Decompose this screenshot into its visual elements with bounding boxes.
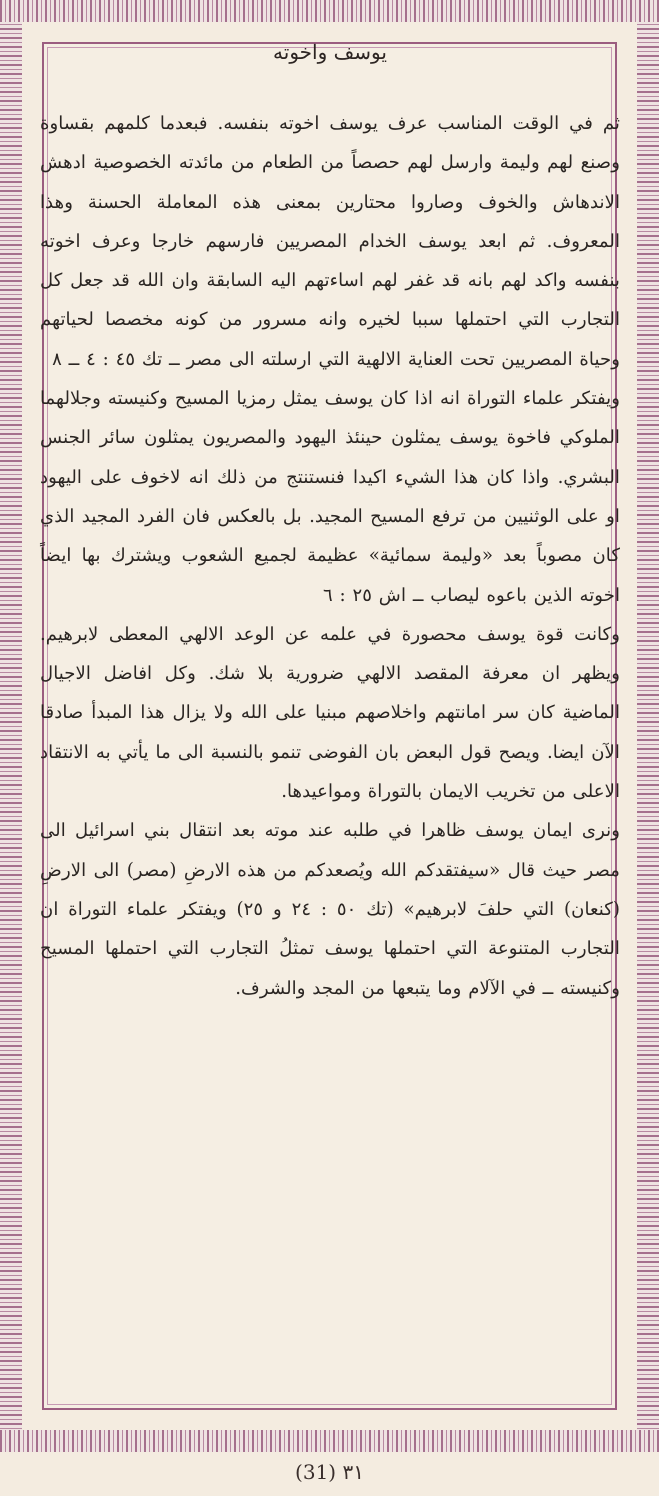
paragraph-2: ويفتكر علماء التوراة انه اذا كان يوسف يمثل رمزيا المسيح وكنيسته وجلالهما الملوكي فاخوة يوسف يمثلون حينئذ اليهود والمصريون يمثلون سائر الجنس البشري. واذا كان هذا الشيء اكيدا فنستنتج من ذلك انه لاخوف على اليهود او على الوثنيين من ترفع المسيح المجيد. بل بالعكس فان الفرد المجيد الذي كان مصوباً بعد «وليمة سمائية» عظيمة لجميع الشعوب ويشترك بها ايضاً اخوته الذين باعوه ليصاب ــ اش ٢٥ : ٦	[40, 388, 620, 606]
paragraph-4: ونرى ايمان يوسف ظاهرا في طلبه عند موته بعد انتقال بني اسرائيل الى مصر حيث قال «سيفتقدكم الله ويُصعدكم من هذه الارضِ (مصر) الى الارضِ (كنعان) التي حلفَ لابرهيم» (تك ٥٠ : ٢٤ و ٢٥) ويفتكر علماء التوراة ان التجارب المتنوعة التي احتملها يوسف تمثلُ التجارب التي احتملها المسيح وكنيسته ــ في الآلام وما يتبعها من المجد والشرف.	[40, 820, 620, 999]
chapter-title: يوسف واخوته	[273, 40, 387, 64]
paragraph-3: وكانت قوة يوسف محصورة في علمه عن الوعد الالهي المعطى لابرهيم. ويظهر ان معرفة المقصد الالهي ضرورية بلا شك. وكل افاضل الاجيال الماضية كان سر امانتهم واخلاصهم مبنيا على الله ولا يزال هذا المبدأ صادقا الآن ايضا. ويصح قول البعض بان الفوضى تنمو بالنسبة الى ما يأتي به الانتقاد الاعلى من تخريب الايمان بالتوراة ومواعيدها.	[40, 623, 620, 803]
page-content	[40, 32, 620, 1008]
page-number: (31) ٣١	[295, 1460, 364, 1484]
paragraph-1: ثم في الوقت المناسب عرف يوسف اخوته بنفسه. فبعدما كلمهم بقساوة وصنع لهم وليمة وارسل لهم حصصاً من الطعام من مائدته الخصوصية ادهش الاندهاش والخوف وصاروا محتارين بمعنى هذه المعاملة الحسنة وهذا المعروف. ثم ابعد يوسف الخدام المصريين فارسهم خارجا وعرف اخوته بنفسه واكد لهم بانه قد غفر لهم اساءتهم اليه السابقة وان الله قد جعل كل التجارب التي احتملها سببا لخيره وانه مسرور من كونه مخصصا لحياتهم وحياة المصريين تحت العناية الالهية التي ارسلته الى مصر ــ تك ٤٥ : ٤ ــ ٨	[40, 113, 620, 370]
